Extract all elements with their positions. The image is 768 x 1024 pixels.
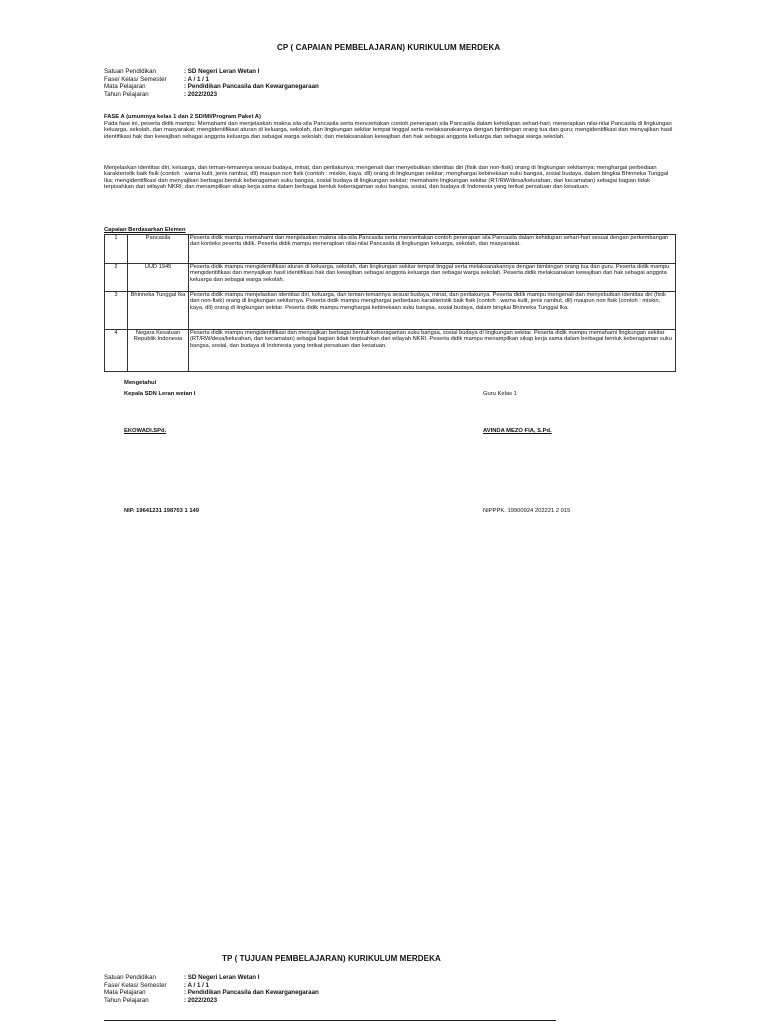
kepala-nip: NIP. 19641231 198703 1 149	[124, 508, 199, 514]
element-no: 4	[105, 330, 128, 372]
elements-table	[104, 234, 676, 372]
guru-nip: NIPPPK. 19900924 202221 2 015	[483, 508, 571, 514]
meta-label: Tahun Pelajaran	[104, 90, 149, 98]
cp-meta-block	[104, 68, 319, 98]
meta-label: Satuan Pendidikan	[104, 68, 156, 75]
meta-label: Tahun Pelajaran	[104, 996, 149, 1004]
table-row	[105, 235, 676, 264]
table-row	[105, 292, 676, 330]
meta-value: : 2022/2023	[184, 90, 218, 98]
meta-label: Fase/ Kelas/ Semester	[104, 981, 167, 989]
tp-table-top-border	[104, 1020, 556, 1021]
element-no: 3	[105, 292, 128, 330]
element-desc: Peserta didik mampu menjelaskan identitas diri, keluarga, dan teman-temannya sesuai budaya, minat, dan perilakunya. Peserta didik mampu mengenali dan menyebutkan identitas diri (fisik dan non-fisik) orang di lingkungan sekitarnya. Peserta didik mampu menghargai perbedaan karakteristik baik fisik (contoh : warna kulit, jenis rambut, dll) maupun non fisik (contoh : miskin, kaya, dll) orang di lingkungan sekitar. Peserta didik mampu menghargai kebinekaan suku bangsa, sosial budaya, dalam bingkai Bhinneka Tunggal Ika.	[189, 292, 676, 330]
meta-value: : SD Negeri Leran Wetan I	[184, 974, 260, 981]
guru-name: AVINDA MEZO FIA, S.Pd.	[483, 428, 552, 434]
meta-value: : A / 1 / 1	[184, 75, 209, 83]
meta-row-tahun	[104, 997, 319, 1005]
element-no: 2	[105, 264, 128, 292]
elemen-heading: Capaian Berdasarkan Elemen	[104, 227, 186, 233]
table-row	[105, 330, 676, 372]
meta-row-mapel	[104, 989, 319, 997]
fase-heading: FASE A (umumnya kelas 1 dan 2 SD/MI/Program Paket A)	[104, 114, 261, 120]
meta-row-fase	[104, 982, 319, 990]
meta-label: Mata Pelajaran	[104, 83, 146, 91]
meta-value: : Pendidikan Pancasila dan Kewarganegaraan	[184, 83, 319, 91]
element-no: 1	[105, 235, 128, 264]
meta-label: Satuan Pendidikan	[104, 974, 156, 981]
fase-paragraph-1: Pada fase ini, peserta didik mampu: Memahami dan menjelaskan makna sila-sila Pancasila serta menceritakan contoh penerapan sila Pancasila dalam kehidupan sehari-hari; menerapkan nilai-nilai Pancasila di lingkungan keluarga, sekolah, dan masyarakat; mengidentifikasi aturan di keluarga, sekolah, dan lingkungan sekitar tempat tinggal serta melaksanakannya dengan bimbingan orang tua dan guru; mengidentifikasi dan menyajikan hasil identifikasi hak dan kewajiban sebagai anggota keluarga dan sebagai warga sekolah; dan melaksanakan kewajiban dan hak sebagai anggota keluarga dan sebagai warga sekolah.	[104, 121, 673, 140]
element-desc: Peserta didik mampu mengidentifikasi aturan di keluarga, sekolah, dan lingkungan sekitar tempat tinggal serta melaksanakannya dengan bimbingan orang tua dan guru. Peserta didik mampu mengidentifikasi dan menyajikan hasil identifikasi hak dan kewajiban sebagai anggota keluarga dan sebagai warga sekolah. Peserta didik melaksanakan kewajiban dan hak sebagai anggota keluarga dan sebagai warga sekolah.	[189, 264, 676, 292]
tp-title: TP ( TUJUAN PEMBELAJARAN) KURIKULUM MERDEKA	[222, 954, 441, 963]
element-desc: Peserta didik mampu mengidentifikasi dan menyajikan berbagai bentuk keberagaman suku bangsa, sosial budaya di lingkungan sekitar. Peserta didik mampu memahami lingkungan sekitar (RT/RW/desa/kelurahan, dan kecamatan) sebagai bagian tidak terpisahkan dari wilayah NKRI. Peserta didik mampu menampilkan sikap kerja sama dalam berbagai bentuk keberagaman suku bangsa, sosial, dan budaya di Indonesia yang terikat persatuan dan kesatuan.	[189, 330, 676, 372]
meta-value: : SD Negeri Leran Wetan I	[184, 68, 260, 75]
meta-label: Mata Pelajaran	[104, 989, 146, 997]
meta-row-mapel	[104, 83, 319, 91]
cp-title: CP ( CAPAIAN PEMBELAJARAN) KURIKULUM MERDEKA	[277, 43, 501, 52]
fase-paragraph-2: Menjelaskan identitas diri, keluarga, dan teman-temannya sesuai budaya, minat, dan perilakunya; mengenali dan menyebutkan identitas diri (fisik dan non-fisik) orang di lingkungan sekitarnya; menghargai perbedaan karakteristik baik fisik (contoh : warna kulit, jenis rambut, dll) maupun non fisik (contoh : miskin, kaya, dll) orang di lingkungan sekitar; menghargai kebinekaan suku bangsa, sosial budaya, dalam bingkai Bhinneka Tunggal Ika; mengidentifikasi dan menyajikan berbagai bentuk keberagaman suku bangsa, sosial budaya di lingkungan sekitar; memahami lingkungan sekitar (RT/RW/desa/kelurahan, dan kecamatan) sebagai bagian tidak terpisahkan dari wilayah NKRI; dan menampilkan sikap kerja sama dalam berbagai bentuk keberagaman suku bangsa, sosial, dan budaya di Indonesia yang terikat persatuan dan kesatuan.	[104, 165, 669, 191]
kepala-name: EKOWADI.SPd.	[124, 428, 167, 434]
meta-row-fase	[104, 76, 319, 84]
element-desc: Peserta didik mampu memahami dan menjelaskan makna sila-sila Pancasila serta menceritakan contoh penerapan sila Pancasila dalam kehidupan sehari-hari sesuai dengan perkembangan dan konteks peserta didik. Peserta didik mampu menerapkan nilai-nilai Pancasila di lingkungan keluarga, sekolah, dan masyarakat.	[189, 235, 676, 264]
guru-title: Guru Kelas 1	[483, 391, 517, 397]
tp-meta-block	[104, 974, 319, 1004]
meta-row-satuan	[104, 974, 319, 982]
meta-value: : Pendidikan Pancasila dan Kewarganegaraan	[184, 989, 319, 997]
meta-row-tahun	[104, 91, 319, 99]
table-row	[105, 264, 676, 292]
element-name: Negara Kesatuan Republik Indonesia	[128, 330, 189, 372]
element-name: UUD 1945	[128, 264, 189, 292]
meta-label: Fase/ Kelas/ Semester	[104, 75, 167, 83]
meta-row-satuan	[104, 68, 319, 76]
meta-value: : A / 1 / 1	[184, 981, 209, 989]
element-name: Bhinneka Tunggal Ika	[128, 292, 189, 330]
element-name: Pancasila	[128, 235, 189, 264]
mengetahui-label: Mengetahui	[124, 380, 157, 386]
kepala-title: Kepala SDN Leran wetan I	[124, 391, 196, 397]
meta-value: : 2022/2023	[184, 996, 218, 1004]
